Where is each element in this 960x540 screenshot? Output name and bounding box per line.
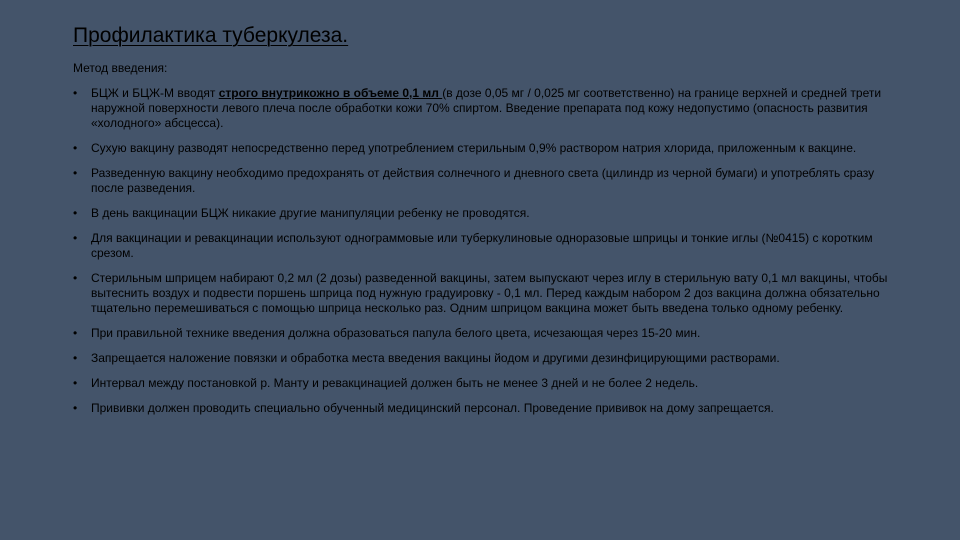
item-text: При правильной технике введения должна образоваться папула белого цвета, исчезающая через 15-20 мин. [91, 326, 701, 340]
bullet-list [73, 86, 893, 426]
list-item [73, 166, 893, 196]
list-item [73, 86, 893, 131]
item-text: Прививки должен проводить специально обученный медицинский персонал. Проведение прививок на дому запрещается. [91, 401, 774, 415]
list-item [73, 326, 893, 341]
item-text-post: (в дозе 0,05 мг / 0,025 мг соответственно) на границе верхней и средней трети наружной поверхности левого плеча после обработки кожи 70% спиртом. Введение препарата под кожу недопустимо (опасность развития «холодного» абсцесса). [91, 86, 882, 130]
bullet-marker: • [73, 166, 78, 180]
list-item [73, 376, 893, 391]
bullet-marker: • [73, 376, 78, 390]
item-text: Разведенную вакцину необходимо предохранять от действия солнечного и дневного света (цилиндр из черной бумаги) и употреблять сразу после разведения. [91, 166, 875, 195]
item-text-pre: БЦЖ и БЦЖ-М вводят [91, 86, 219, 100]
slide-subtitle: Метод введения: [73, 61, 168, 75]
bullet-marker: • [73, 141, 78, 155]
list-item [73, 206, 893, 221]
item-text: В день вакцинации БЦЖ никакие другие манипуляции ребенку не проводятся. [91, 206, 530, 220]
list-item [73, 231, 893, 261]
bullet-marker: • [73, 231, 78, 245]
item-text: Стерильным шприцем набирают 0,2 мл (2 дозы) разведенной вакцины, затем выпускают через иглу в стерильную вату 0,1 мл вакцины, чтобы вытеснить воздух и подвести поршень шприца под нужную градуировку - 0,1 мл. Перед каждым набором 2 доз вакцина должна обязательно тщательно перемешиваться с помощью шприца несколько раз. Одним шприцом вакцина может быть введена только одному ребенку. [91, 271, 888, 315]
bullet-marker: • [73, 326, 78, 340]
item-text: Интервал между постановкой р. Манту и ревакцинацией должен быть не менее 3 дней и не более 2 недель. [91, 376, 699, 390]
slide-title: Профилактика туберкулеза. [73, 24, 349, 47]
item-text-emphasis: строго внутрикожно в объеме 0,1 мл [218, 86, 443, 100]
item-text: Сухую вакцину разводят непосредственно перед употреблением стерильным 0,9% раствором натрия хлорида, приложенным к вакцине. [91, 141, 857, 155]
item-text: Запрещается наложение повязки и обработка места введения вакцины йодом и другими дезинфицирующими растворами. [91, 351, 780, 365]
bullet-marker: • [73, 351, 78, 365]
bullet-marker: • [73, 401, 78, 415]
list-item [73, 271, 893, 316]
bullet-marker: • [73, 271, 78, 285]
list-item [73, 401, 893, 416]
bullet-marker: • [73, 86, 78, 100]
list-item [73, 351, 893, 366]
item-text: Для вакцинации и ревакцинации используют однограммовые или туберкулиновые одноразовые шприцы и тонкие иглы (№0415) с коротким срезом. [91, 231, 873, 260]
list-item [73, 141, 893, 156]
bullet-marker: • [73, 206, 78, 220]
